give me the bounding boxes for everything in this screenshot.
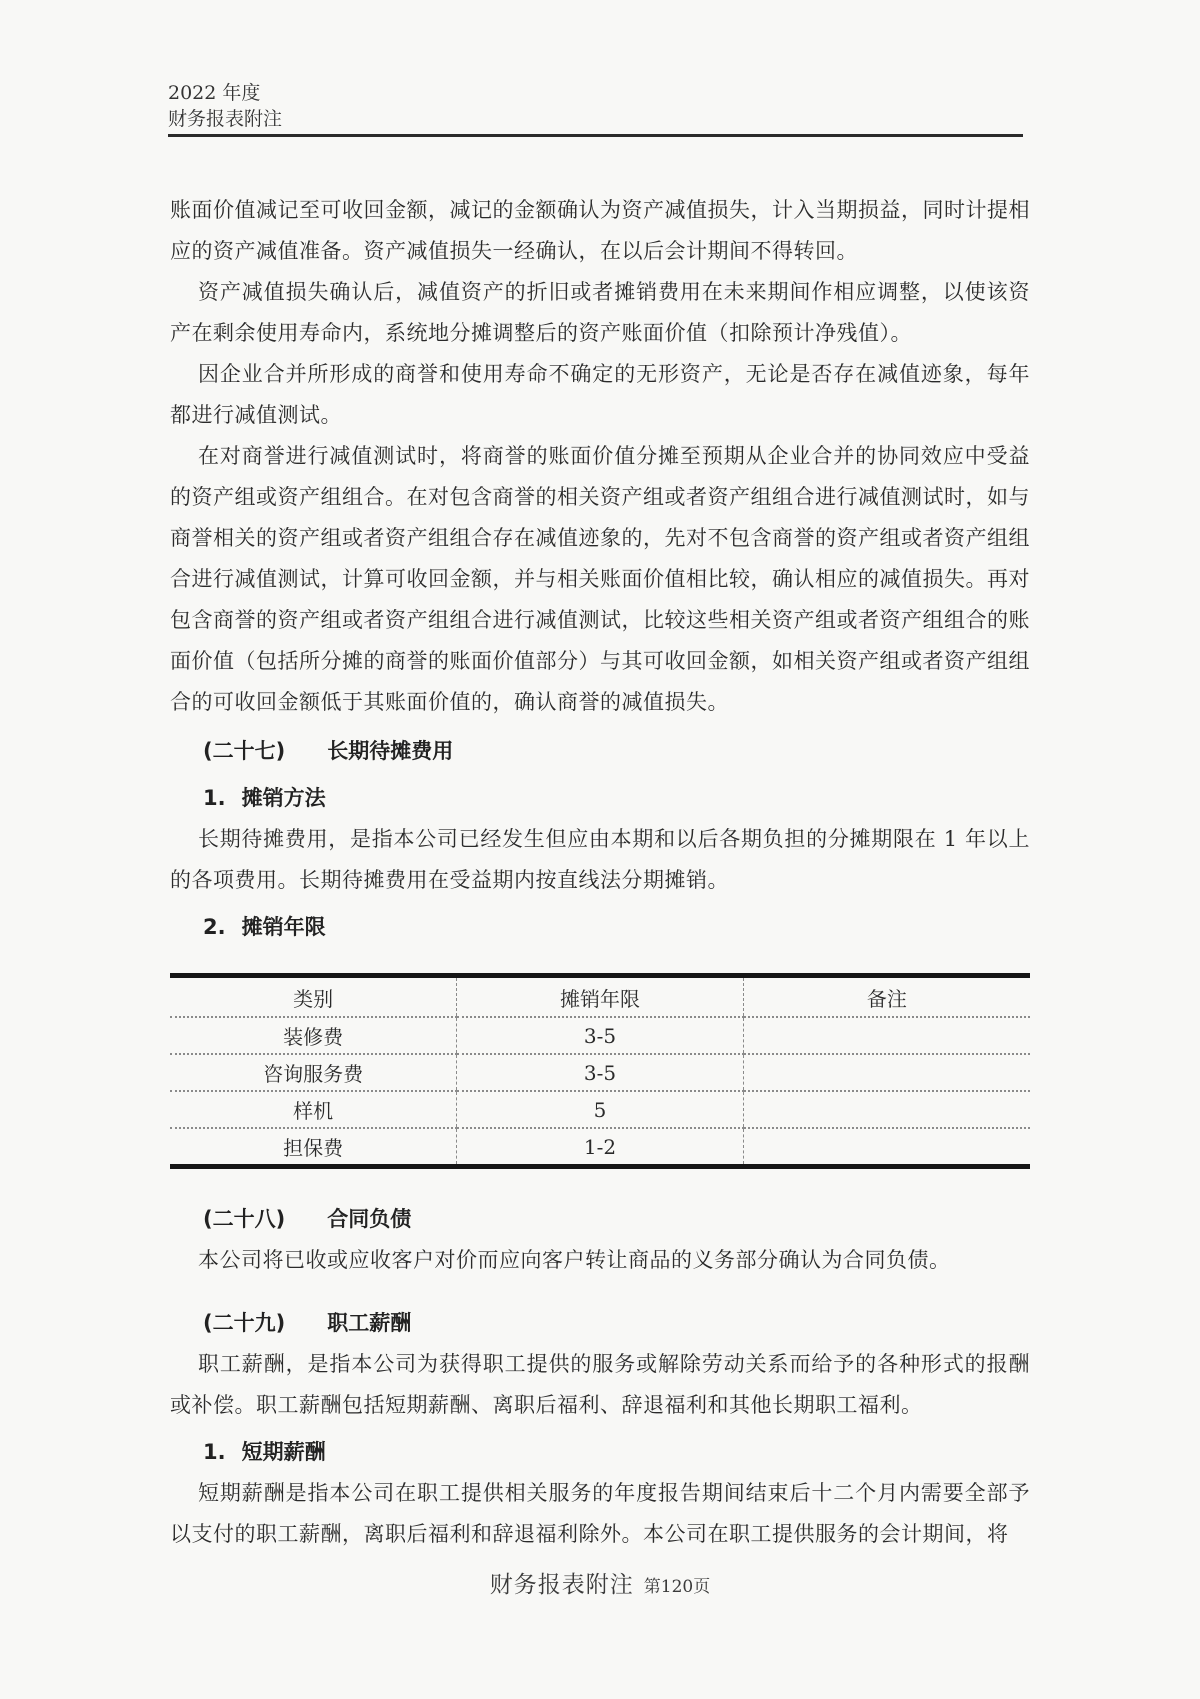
paragraph-impairment-adjustment: 资产减值损失确认后，减值资产的折旧或者摊销费用在未来期间作相应调整，以使该资产在剩余使用寿命内，系统地分摊调整后的资产账面价值（扣除预计净残值）。 <box>170 280 1030 345</box>
subsection-heading-amortization-method <box>170 778 1030 819</box>
page-header <box>168 80 1024 132</box>
table-cell-period: 3-5 <box>457 1054 744 1091</box>
paragraph-goodwill-annual-test: 因企业合并所形成的商誉和使用寿命不确定的无形资产，无论是否存在减值迹象，每年都进行减值测试。 <box>170 362 1030 427</box>
subsection-number: 2. <box>203 915 226 939</box>
section-title: 合同负债 <box>327 1207 412 1231</box>
amortization-period-table <box>170 973 1030 1169</box>
section-title: 职工薪酬 <box>327 1311 412 1335</box>
table-row <box>170 1128 1030 1167</box>
table-header-amortization-period: 摊销年限 <box>457 976 744 1018</box>
table-cell-period: 1-2 <box>457 1128 744 1167</box>
section-heading-27 <box>170 731 1030 772</box>
footer-doc-title: 财务报表附注 <box>489 1572 634 1598</box>
table-header-row <box>170 976 1030 1018</box>
page-footer <box>0 1566 1200 1599</box>
document-body <box>170 190 1030 1555</box>
section-number: (二十八) <box>203 1207 286 1231</box>
header-rule <box>168 134 1023 137</box>
header-doc-title: 财务报表附注 <box>168 108 283 130</box>
table-cell-remark <box>743 1054 1030 1091</box>
paragraph-contract-liability: 本公司将已收或应收客户对价而应向客户转让商品的义务部分确认为合同负债。 <box>198 1248 951 1272</box>
subsection-title: 短期薪酬 <box>241 1440 326 1464</box>
subsection-number: 1. <box>203 786 226 810</box>
section-number: (二十九) <box>203 1311 286 1335</box>
table-cell-remark <box>743 1091 1030 1128</box>
subsection-title: 摊销年限 <box>241 915 326 939</box>
paragraph-employee-comp-definition: 职工薪酬，是指本公司为获得职工提供的服务或解除劳动关系而给予的各种形式的报酬或补偿。职工薪酬包括短期薪酬、离职后福利、辞退福利和其他长期职工福利。 <box>170 1352 1030 1417</box>
section-heading-29 <box>170 1303 1030 1344</box>
table-header-category: 类别 <box>170 976 457 1018</box>
subsection-heading-short-term-comp <box>170 1432 1030 1473</box>
table-cell-remark <box>743 1128 1030 1167</box>
section-title: 长期待摊费用 <box>327 739 454 763</box>
subsection-title: 摊销方法 <box>241 786 326 810</box>
paragraph-goodwill-test-detail: 在对商誉进行减值测试时，将商誉的账面价值分摊至预期从企业合并的协同效应中受益的资产组或资产组组合。在对包含商誉的相关资产组或者资产组组合进行减值测试时，如与商誉相关的资产组或者资产组组合存在减值迹象的，先对不包含商誉的资产组或者资产组组合进行减值测试，计算可收回金额，并与相关账面价值相比较，确认相应的减值损失。再对包含商誉的资产组或者资产组组合进行减值测试，比较这些相关资产组或者资产组组合的账面价值（包括所分摊的商誉的账面价值部分）与其可收回金额，如相关资产组或者资产组组合的可收回金额低于其账面价值的，确认商誉的减值损失。 <box>170 444 1030 714</box>
section-heading-28 <box>170 1199 1030 1240</box>
table-cell-category: 样机 <box>170 1091 457 1128</box>
table-cell-period: 3-5 <box>457 1017 744 1054</box>
subsection-number: 1. <box>203 1440 226 1464</box>
table-cell-category: 担保费 <box>283 1136 344 1160</box>
header-year-line: 2022 年度 <box>168 82 261 104</box>
table-cell-category: 装修费 <box>170 1017 457 1054</box>
table-cell-period: 5 <box>457 1091 744 1128</box>
table-cell-remark <box>743 1017 1030 1054</box>
footer-page-number: 第120页 <box>643 1577 711 1597</box>
section-number: (二十七) <box>203 739 286 763</box>
table-row <box>170 1091 1030 1128</box>
table-header-remark: 备注 <box>743 976 1030 1018</box>
paragraph-short-term-comp-definition: 短期薪酬是指本公司在职工提供相关服务的年度报告期间结束后十二个月内需要全部予以支付的职工薪酬，离职后福利和辞退福利除外。本公司在职工提供服务的会计期间，将 <box>170 1481 1030 1546</box>
table-row <box>170 1054 1030 1091</box>
paragraph-impairment-continuation: 账面价值减记至可收回金额，减记的金额确认为资产减值损失，计入当期损益，同时计提相应的资产减值准备。资产减值损失一经确认，在以后会计期间不得转回。 <box>170 198 1030 263</box>
table-cell-category: 咨询服务费 <box>170 1054 457 1091</box>
subsection-heading-amortization-period <box>170 907 1030 948</box>
table-row <box>170 1017 1030 1054</box>
paragraph-lt-deferred-definition: 长期待摊费用，是指本公司已经发生但应由本期和以后各期负担的分摊期限在 1 年以上的各项费用。长期待摊费用在受益期内按直线法分期摊销。 <box>170 827 1030 892</box>
